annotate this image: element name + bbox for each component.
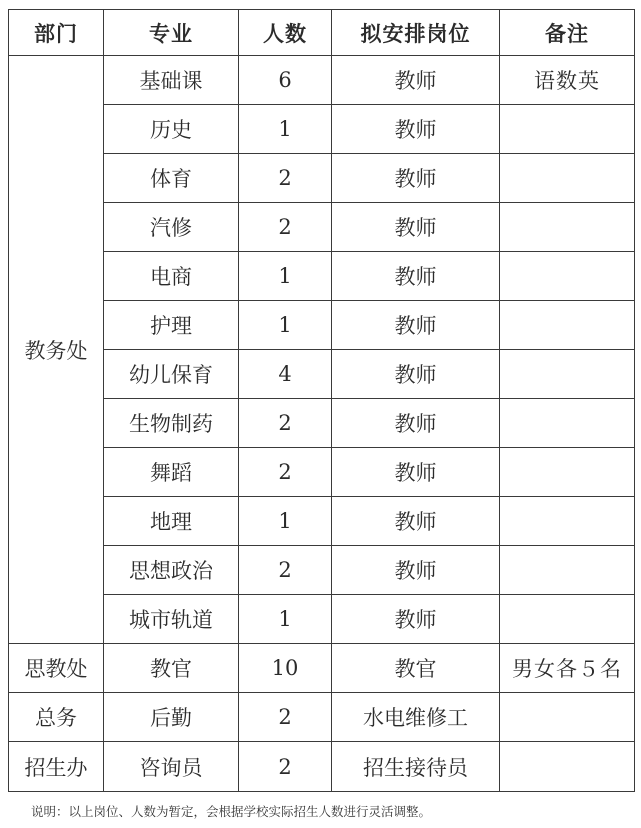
major-cell: 历史 [104, 105, 239, 154]
position-cell: 教师 [332, 595, 500, 644]
note-cell [500, 448, 635, 497]
major-cell: 教官 [104, 644, 239, 693]
major-cell: 护理 [104, 301, 239, 350]
count-cell: 1 [239, 595, 332, 644]
position-cell: 教师 [332, 399, 500, 448]
count-cell: 4 [239, 350, 332, 399]
position-cell: 招生接待员 [332, 742, 500, 792]
major-cell: 基础课 [104, 56, 239, 105]
count-cell: 2 [239, 203, 332, 252]
dept-cell-sijiao: 思教处 [9, 644, 104, 693]
count-cell: 2 [239, 154, 332, 203]
count-cell: 2 [239, 693, 332, 742]
note-cell [500, 154, 635, 203]
position-cell: 教师 [332, 301, 500, 350]
major-cell: 后勤 [104, 693, 239, 742]
count-cell: 1 [239, 252, 332, 301]
note-cell [500, 742, 635, 792]
count-cell: 10 [239, 644, 332, 693]
count-cell: 6 [239, 56, 332, 105]
note-cell [500, 252, 635, 301]
position-cell: 教师 [332, 497, 500, 546]
position-cell: 教师 [332, 203, 500, 252]
dept-cell-jiaowu: 教务处 [9, 56, 104, 644]
note-cell [500, 301, 635, 350]
major-cell: 生物制药 [104, 399, 239, 448]
note-cell [500, 399, 635, 448]
dept-cell-zhaosheng: 招生办 [9, 742, 104, 792]
note-cell [500, 497, 635, 546]
position-cell: 教师 [332, 546, 500, 595]
note-cell [500, 203, 635, 252]
count-cell: 1 [239, 105, 332, 154]
footnote: 说明：以上岗位、人数为暂定，会根据学校实际招生人数进行灵活调整。 [31, 804, 432, 819]
major-cell: 地理 [104, 497, 239, 546]
position-cell: 教师 [332, 154, 500, 203]
position-cell: 教师 [332, 350, 500, 399]
header-count: 人数 [239, 10, 332, 56]
major-cell: 舞蹈 [104, 448, 239, 497]
major-cell: 咨询员 [104, 742, 239, 792]
count-cell: 1 [239, 497, 332, 546]
count-cell: 2 [239, 448, 332, 497]
major-cell: 汽修 [104, 203, 239, 252]
header-dept: 部门 [9, 10, 104, 56]
table-row [9, 56, 635, 105]
note-cell: 男女各５名 [500, 644, 635, 693]
note-cell [500, 105, 635, 154]
note-cell [500, 546, 635, 595]
note-cell [500, 350, 635, 399]
header-row [9, 10, 635, 56]
header-note: 备注 [500, 10, 635, 56]
major-cell: 电商 [104, 252, 239, 301]
count-cell: 2 [239, 399, 332, 448]
position-cell: 教师 [332, 252, 500, 301]
table-row-sijiao [9, 644, 635, 693]
position-cell: 教官 [332, 644, 500, 693]
count-cell: 2 [239, 546, 332, 595]
position-cell: 教师 [332, 448, 500, 497]
position-cell: 水电维修工 [332, 693, 500, 742]
count-cell: 1 [239, 301, 332, 350]
header-position: 拟安排岗位 [332, 10, 500, 56]
major-cell: 城市轨道 [104, 595, 239, 644]
position-cell: 教师 [332, 56, 500, 105]
note-cell: 语数英 [500, 56, 635, 105]
major-cell: 体育 [104, 154, 239, 203]
position-cell: 教师 [332, 105, 500, 154]
table-row-zhaosheng [9, 742, 635, 792]
header-major: 专业 [104, 10, 239, 56]
note-cell [500, 693, 635, 742]
major-cell: 思想政治 [104, 546, 239, 595]
count-cell: 2 [239, 742, 332, 792]
major-cell: 幼儿保育 [104, 350, 239, 399]
recruitment-table [8, 9, 635, 792]
table-row-zongwu [9, 693, 635, 742]
dept-cell-zongwu: 总务 [9, 693, 104, 742]
note-cell [500, 595, 635, 644]
